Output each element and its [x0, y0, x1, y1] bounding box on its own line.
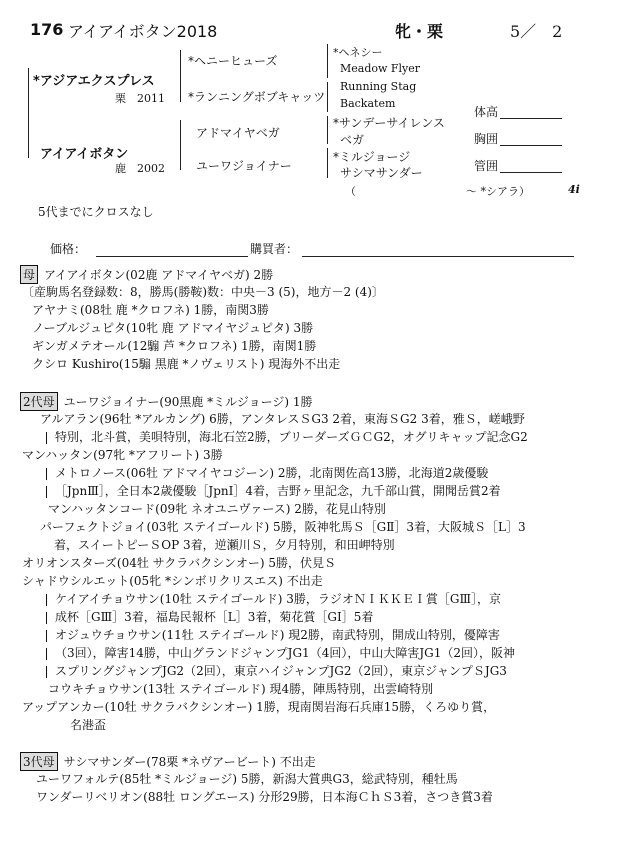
- dam-dam-dam: サシマサンダー: [340, 166, 423, 180]
- section-label: 母: [20, 265, 38, 284]
- second-dam-line-13: オジュウチョウサン(11牡 ステイゴールド) 現2勝，南武特別，開成山特別，優障害: [55, 628, 500, 642]
- third-dam-line-1: ユーワフォルテ(85牡 *ミルジョージ) 5勝，新潟大賞典G3，総武特別，種牡馬: [36, 772, 458, 786]
- second-dam-line-7: パーフェクトジョイ(03牝 ステイゴールド) 5勝，阪神牝馬Ｓ［GⅡ］3着，大阪城Ｓ［L］3: [40, 520, 526, 534]
- second-dam-line-0: ユーワジョイナー(90黒鹿 *ミルジョージ) 1勝: [63, 395, 313, 409]
- second-dam-line-18: 名港盃: [70, 718, 107, 732]
- second-dam-line-6: マンハッタンコード(09牝 ネオユニヴァース) 2勝，花見山特別: [48, 502, 386, 516]
- sex-color: 牝・栗: [395, 22, 444, 41]
- section-label: 3代母: [20, 752, 58, 771]
- buyer-field-line: [302, 256, 574, 257]
- second-dam-line-17: アップアンカー(10牡 サクラバクシンオー) 1勝，現南関岩海石兵庫15勝，くろゆり賞，: [22, 700, 496, 714]
- second-dam-line-15: スプリングジャンプJG2（2回），東京ハイジャンプJG2（2回），東京ジャンプＳJG3: [55, 664, 507, 678]
- dam-dam-sire: *ミルジョージ: [333, 150, 411, 164]
- second-dam-line-12: 成杯［GⅢ］3着，福島民報杯［L］3着，菊花賞［GⅠ］5着: [55, 610, 374, 624]
- dam-color-year: 鹿 2002: [115, 162, 165, 175]
- sire-sire-dam: Meadow Flyer: [340, 62, 421, 75]
- dam-sire-dam: ベガ: [340, 133, 365, 147]
- dam-dam: ユーワジョイナー: [196, 159, 292, 173]
- section-second-dam: [20, 392, 620, 737]
- section-third-dam: [20, 752, 620, 812]
- sire-dam: *ランニングボブキャッツ: [188, 90, 326, 104]
- section-label: 2代母: [20, 392, 58, 411]
- height-label: 体高: [474, 105, 499, 119]
- sire-dam-dam: Backatem: [340, 97, 396, 110]
- sire-sire: *ヘニーヒューズ: [188, 54, 278, 68]
- second-dam-line-3: マンハッタン(97牝 *アフリート) 3勝: [22, 448, 223, 462]
- price-label: 価格：: [50, 242, 87, 256]
- dam-line-2: アヤナミ(08牡 鹿 *クロフネ) 1勝，南関3勝: [32, 303, 269, 317]
- dam-dam-ancestry: （ 〜 *シアラ）: [345, 185, 530, 198]
- sire-sire-sire: *ヘネシー: [333, 46, 383, 59]
- second-dam-line-1: アルアラン(96牡 *アルカング) 6勝，アンタレスＳG3 2着，東海ＳG2 3着，雅Ｓ，嵯峨野: [40, 412, 525, 426]
- price-field-line: [96, 256, 248, 257]
- buyer-label: 購買者：: [250, 242, 299, 256]
- third-dam-line-2: ワンダーリベリオン(88牡 ロングエース) 分形29勝，日本海ＣｈＳ3着，さつき賞3着: [36, 790, 493, 804]
- second-dam-line-14: （3回），障害14勝，中山グランドジャンプJG1（4回），中山大障害JG1（2回），阪神: [55, 646, 515, 660]
- second-dam-line-8: 着，スイートピーＳOP 3着，逆瀬川Ｓ，夕月特別，和田岬特別: [54, 538, 395, 552]
- third-dam-line-0: サシマサンダー(78栗 *ネヴアービート) 不出走: [63, 755, 316, 769]
- second-dam-line-11: ケイアイチョウサン(10牡 ステイゴールド) 3勝，ラジオＮＩＫＫＥＩ賞［GⅢ］，京: [55, 592, 502, 606]
- section-dam: [20, 265, 610, 375]
- dam-line-5: クシロ Kushiro(15騸 黒鹿 *ノヴェリスト) 現海外不出走: [32, 357, 341, 371]
- dam-sire: アドマイヤベガ: [196, 126, 280, 140]
- horse-name: アイアイボタン2018: [68, 22, 218, 41]
- dam-line-4: ギンガメテオール(12騸 芦 *クロフネ) 1勝，南関1勝: [32, 339, 317, 353]
- lot-number: 176: [30, 20, 64, 39]
- dam-line-0: アイアイボタン(02鹿 アドマイヤベガ) 2勝: [44, 268, 274, 282]
- second-dam-line-9: オリオンスターズ(04牡 サクラバクシンオー) 5勝，伏見Ｓ: [22, 556, 337, 570]
- sire-dam-sire: Running Stag: [340, 80, 417, 93]
- second-dam-line-16: コウキチョウサン(13牡 ステイゴールド) 現4勝，陣馬特別，出雲崎特別: [48, 682, 434, 696]
- chest-label: 胸囲: [474, 132, 499, 146]
- second-dam-line-4: メトロノース(06牡 アドマイヤコジーン) 2勝，北南関佐高13勝，北海道2歳優駿: [55, 466, 489, 480]
- second-dam-line-2: 特別，北斗賞，美唄特別，海北石笠2勝，ブリーダーズＧＣG2，オグリキャップ記念G2: [55, 430, 528, 444]
- dam-line-3: ノーブルジュピタ(10牝 鹿 アドマイヤジュピタ) 3勝: [32, 321, 314, 335]
- sire-name: *アジアエクスプレス: [33, 74, 155, 89]
- cross-note: 5代までにクロスなし: [38, 205, 154, 219]
- date: 5／ 2: [510, 22, 563, 41]
- dam-family-code: 4i: [568, 183, 580, 196]
- dam-sire-sire: *サンデーサイレンス: [333, 116, 445, 130]
- second-dam-line-10: シャドウシルエット(05牝 *シンボリクリスエス) 不出走: [22, 574, 323, 588]
- dam-name: アイアイボタン: [40, 147, 129, 162]
- sire-color-year: 栗 2011: [115, 92, 165, 105]
- dam-line-1: 〔産駒馬名登録数：8，勝馬(勝鞍)数：中央－3 (5)，地方－2 (4)〕: [22, 285, 384, 299]
- second-dam-line-5: ［JpnⅢ］，全日本2歳優駿［JpnⅠ］4着，吉野ヶ里記念，九千部山賞，開聞岳賞2着: [55, 484, 501, 498]
- cannon-label: 管囲: [474, 159, 499, 173]
